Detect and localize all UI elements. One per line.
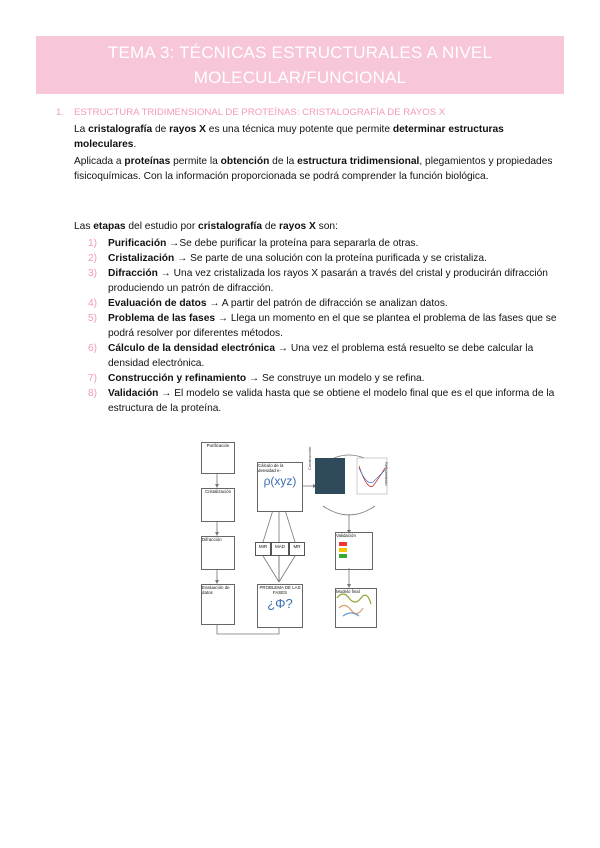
final-model-box xyxy=(335,588,377,628)
list-item xyxy=(88,371,558,386)
step-text: →Se debe purificar la proteína para separarla de otras. xyxy=(166,238,419,249)
bold-run: proteínas xyxy=(124,156,171,167)
step-text: → Llega un momento en el que se plantea el problema de las fases que se podrá resolver por diferentes métodos. xyxy=(108,313,557,339)
step-number: 3) xyxy=(88,268,98,279)
purification-label: Purificación xyxy=(206,443,230,448)
method-mir: MIR xyxy=(255,542,271,556)
step-number: 1) xyxy=(88,238,98,249)
refinement-label: Refinamiento xyxy=(384,462,389,486)
list-item xyxy=(88,296,558,311)
section-number: 1. xyxy=(56,107,65,118)
list-item xyxy=(88,386,558,416)
step-text: → El modelo se valida hasta que se obtiene el modelo final que es el que informa de la estructura de la proteína. xyxy=(108,388,555,414)
purification-box xyxy=(201,442,235,474)
step-term: Cristalización xyxy=(108,253,175,264)
density-calculation-label: Cálculo de la densidad e- xyxy=(258,463,284,473)
list-item xyxy=(88,236,558,251)
section-heading xyxy=(56,107,445,118)
bold-run: cristalografía xyxy=(88,124,153,135)
step-number: 2) xyxy=(88,253,98,264)
text-run: de la xyxy=(269,156,298,167)
bold-run: estructura tridimensional xyxy=(297,156,420,167)
list-item xyxy=(88,251,558,266)
bold-run: etapas xyxy=(93,221,126,232)
text-run: es una técnica muy potente que permite xyxy=(205,124,393,135)
validation-box xyxy=(335,532,373,570)
title-banner xyxy=(36,36,564,94)
diffraction-box xyxy=(201,536,235,570)
phase-problem-box xyxy=(257,584,303,628)
title-line-2: MOLECULAR/FUNCIONAL xyxy=(193,68,407,87)
step-number: 4) xyxy=(88,298,98,309)
step-text: → Se construye un modelo y se refina. xyxy=(246,373,425,384)
section-title: ESTRUCTURA TRIDIMENSIONAL DE PROTEÍNAS: CRISTALOGRAFÍA DE RAYOS X xyxy=(74,107,446,118)
title-line-1: TEMA 3: TÉCNICAS ESTRUCTURALES A NIVEL xyxy=(107,43,493,62)
step-number: 5) xyxy=(88,313,98,324)
step-term: Difracción xyxy=(108,268,158,279)
step-number: 7) xyxy=(88,373,98,384)
density-calculation-box xyxy=(257,462,303,512)
intro-paragraph-2 xyxy=(74,154,554,184)
list-item xyxy=(88,266,558,296)
list-item xyxy=(88,341,558,371)
step-term: Problema de las fases xyxy=(108,313,216,324)
bold-run: determinar estructuras moleculares xyxy=(74,124,504,150)
text-run: del estudio por xyxy=(125,221,199,232)
step-number: 8) xyxy=(88,388,98,399)
final-model-label: Modelo final xyxy=(336,589,360,594)
step-term: Purificación xyxy=(108,238,167,249)
step-text: → Se parte de una solución con la proteína purificada y se cristaliza. xyxy=(174,253,487,264)
step-number: 6) xyxy=(88,343,98,354)
text-run: de xyxy=(152,124,170,135)
step-term: Evaluación de datos xyxy=(108,298,207,309)
step-text: → Una vez cristalizada los rayos X pasarán a través del cristal y producirán difracción produciendo un patrón de difracción. xyxy=(108,268,548,294)
crystallization-box xyxy=(201,488,235,522)
step-text: → Una vez el problema está resuelto se debe calcular la densidad electrónica. xyxy=(108,343,534,369)
bold-run: rayos X xyxy=(279,221,316,232)
diffraction-label: Difracción xyxy=(202,537,222,542)
density-map-image xyxy=(315,458,345,494)
data-evaluation-box xyxy=(201,584,235,625)
text-run: Aplicada a xyxy=(74,156,125,167)
text-run: La xyxy=(74,124,89,135)
list-item xyxy=(88,311,558,341)
method-mad: MAD xyxy=(271,542,289,556)
text-run: . xyxy=(133,139,137,150)
workflow-figure xyxy=(197,438,393,642)
step-term: Cálculo de la densidad electrónica xyxy=(108,343,276,354)
bold-run: obtención xyxy=(220,156,270,167)
bold-run: rayos X xyxy=(169,124,206,135)
refinement-plot-icon xyxy=(357,458,387,494)
construction-label: Construcción xyxy=(307,446,312,470)
crystallization-label: Cristalización xyxy=(204,489,232,494)
steps-list xyxy=(88,236,558,416)
phase-problem-label: PROBLEMA DE LAS FASES xyxy=(259,585,301,595)
intro-paragraph-1 xyxy=(74,122,554,152)
bold-run: cristalografía xyxy=(198,221,263,232)
rho-formula: ρ(xyz) xyxy=(263,474,297,488)
method-mr: MR xyxy=(289,542,305,556)
data-evaluation-label: Evaluación de datos xyxy=(202,585,230,595)
validation-label: Validación xyxy=(336,533,356,538)
phi-symbol: ¿Φ? xyxy=(267,596,293,611)
text-run: Las xyxy=(74,221,94,232)
text-run: de xyxy=(262,221,280,232)
step-text: → A partir del patrón de difracción se analizan datos. xyxy=(206,298,448,309)
intro-paragraph-3 xyxy=(74,219,554,234)
step-term: Construcción y refinamiento xyxy=(108,373,247,384)
text-run: , plegamientos y propiedades fisicoquímicas. Con la información proporcionada se podrá comprender la función biológica. xyxy=(74,156,553,182)
text-run: permite la xyxy=(170,156,221,167)
step-term: Validación xyxy=(108,388,159,399)
text-run: son: xyxy=(315,221,338,232)
